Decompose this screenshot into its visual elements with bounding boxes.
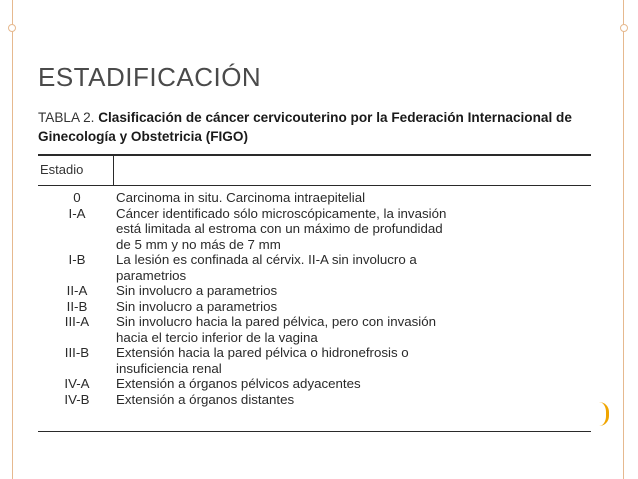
description-line: parametrios xyxy=(116,267,187,283)
description-cell xyxy=(116,283,591,299)
corner-dot-right xyxy=(620,24,628,32)
description-cell xyxy=(116,345,591,376)
table-row xyxy=(38,206,591,253)
table-body xyxy=(38,190,591,407)
stage-cell: II-B xyxy=(66,298,88,314)
description-line: Carcinoma in situ. Carcinoma intraepitelial xyxy=(116,190,366,205)
description-line: Extensión a órganos pélvicos adyacentes xyxy=(116,376,361,391)
table-header-stage: Estadio xyxy=(40,162,84,177)
description-line: La lesión es confinada al cérvix. II-A sin involucro a xyxy=(116,252,417,267)
stage-cell: III-A xyxy=(64,314,90,329)
description-cell xyxy=(116,252,591,283)
header-column-divider xyxy=(113,156,114,186)
table-row xyxy=(38,314,591,345)
description-line: Extensión hacia la pared pélvica o hidronefrosis o xyxy=(116,345,409,360)
table-caption-prefix: TABLA 2. xyxy=(38,110,95,125)
description-line: está limitada al estroma con un máximo de profundidad xyxy=(116,221,443,236)
description-line: Sin involucro a parametrios xyxy=(116,283,278,298)
description-cell xyxy=(116,299,591,315)
stage-cell: IV-B xyxy=(64,391,90,407)
table-row xyxy=(38,190,591,206)
table-row xyxy=(38,345,591,376)
corner-dot-left xyxy=(8,24,16,32)
stage-cell: II-A xyxy=(66,283,88,298)
table-row xyxy=(38,376,591,392)
table-caption xyxy=(38,108,598,146)
stage-cell: IV-A xyxy=(64,376,90,391)
description-line: de 5 mm y no más de 7 mm xyxy=(116,236,281,252)
stage-cell: III-B xyxy=(64,345,90,360)
table-row xyxy=(38,283,591,299)
description-line: Sin involucro hacia la pared pélvica, pero con invasión xyxy=(116,314,437,329)
slide-title: ESTADIFICACIÓN xyxy=(38,62,262,92)
description-cell xyxy=(116,206,591,253)
description-line: Extensión a órganos distantes xyxy=(116,391,295,407)
description-line: Cáncer identificado sólo microscópicamente, la invasión xyxy=(116,205,447,221)
table-header-rule xyxy=(38,185,591,186)
table-bottom-rule xyxy=(38,431,591,432)
description-line: insuficiencia renal xyxy=(116,360,222,376)
table-row xyxy=(38,299,591,315)
table-top-rule xyxy=(38,154,591,156)
table-row xyxy=(38,392,591,408)
description-cell xyxy=(116,314,591,345)
stage-cell: I-A xyxy=(68,205,86,221)
stage-cell: I-B xyxy=(68,252,86,267)
table-caption-title: Clasificación de cáncer cervicouterino por la Federación Internacional de Ginecología y Obstetricia (FIGO) xyxy=(38,110,572,144)
table-row xyxy=(38,252,591,283)
description-line: Sin involucro a parametrios xyxy=(116,298,278,314)
description-cell xyxy=(116,376,591,392)
description-cell xyxy=(116,392,591,408)
description-cell xyxy=(116,190,591,206)
description-line: hacia el tercio inferior de la vagina xyxy=(116,329,318,345)
stage-cell: 0 xyxy=(73,190,81,205)
